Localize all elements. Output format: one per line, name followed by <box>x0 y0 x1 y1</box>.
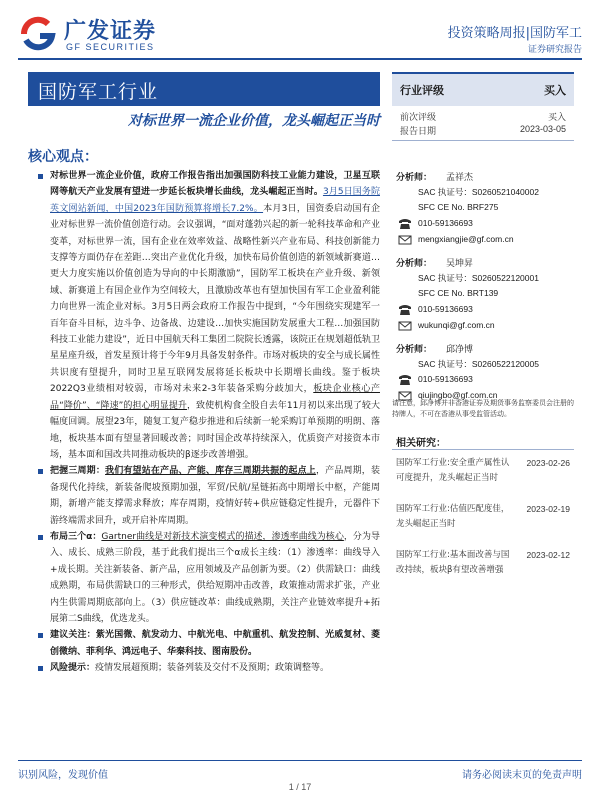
underlined-text: Gartner曲线是对新技术演变模式的描述，渗透率曲线为核心 <box>101 531 344 542</box>
core-viewpoints-title: 核心观点： <box>28 149 98 165</box>
header-divider <box>18 58 582 60</box>
analyst-name: 孟祥杰 <box>446 173 474 183</box>
related-item-title: 国防军工行业:估值匹配度佳，龙头崛起正当时 <box>396 504 510 529</box>
analyst-role: 分析师： <box>396 173 433 183</box>
paragraph-text: ，产品周期，装备现代化持续，新装备爬坡预期加强，军贸/民航/星链拓高中期增长中枢，产能周期，新增产能支撑需求释放；库存周期，疫情好转+供应链稳定性提升，元器件下游终端需求回升，或开启补库周期。 <box>50 466 380 526</box>
related-item-title: 国防军工行业:基本面改善与国改持续，板块β有望改善增强 <box>396 550 510 575</box>
rating-box <box>392 72 574 106</box>
analyst-list <box>392 166 574 408</box>
logo-text-en: GF SECURITIES <box>66 42 155 52</box>
paragraph-text: 紫光国微、航发动力、中航光电、中航重机、航发控制、光威复材、菱创微纳、菲利华、鸿远电子、华秦科技、图南股份。 <box>50 630 380 657</box>
rating-value: 买入 <box>544 84 566 97</box>
bullet-icon <box>38 469 43 474</box>
analyst-name: 邱净博 <box>446 345 474 355</box>
analyst-email[interactable]: mengxiangjie@gf.com.cn <box>418 234 514 244</box>
viewpoint-paragraph <box>28 529 380 627</box>
report-type <box>448 22 582 41</box>
bullet-icon <box>38 535 43 540</box>
page-number: 1 / 17 <box>288 782 312 792</box>
bullet-icon <box>38 633 43 638</box>
analyst-role: 分析师： <box>396 259 433 269</box>
related-item-date: 2023-02-12 <box>526 550 570 560</box>
viewpoint-paragraph <box>28 627 380 660</box>
related-item-date: 2023-02-26 <box>526 458 570 468</box>
report-date-value: 2023-03-05 <box>519 124 566 134</box>
paragraph-lead: 风险提示： <box>50 663 96 674</box>
related-research-item[interactable] <box>392 456 574 488</box>
analyst-sfc: SFC CE No. BRF275 <box>418 202 499 212</box>
analyst-card <box>392 166 574 252</box>
industry-banner <box>28 72 380 106</box>
related-item-title: 国防军工行业:安全重产属性认可度提升，龙头崛起正当时 <box>396 458 510 483</box>
analyst-card <box>392 252 574 338</box>
viewpoint-paragraph <box>28 463 380 529</box>
prev-rating-label: 前次评级 <box>400 113 437 123</box>
related-research-header <box>392 432 574 450</box>
bullet-icon <box>38 174 43 179</box>
separator: | <box>525 26 530 41</box>
underlined-text: 我们有望站在产品、产能、库存三周期共振的起点上 <box>105 466 316 477</box>
report-sector-label: 国防军工 <box>529 26 582 41</box>
company-logo <box>18 12 188 56</box>
underlined-text: 板块企业核心产品“降价”、“降速”的担心明显提升 <box>50 384 380 411</box>
related-item-date: 2023-02-19 <box>526 504 570 514</box>
analyst-phone: 010-59136693 <box>418 304 473 314</box>
paragraph-lead: 对标世界一流企业价值，政府工作报告指出加强国防科技工业能力建设，卫星互联网等航天产业发展有望进一步延长板块增长曲线，龙头崛起正当时。 <box>50 171 380 198</box>
paragraph-text: ，致使机构食全股自去年11月初以来出现了较大幅度回调。展望23年，随复工复产稳步推进和后续新一轮采购订单预期的明朗、落地，板块基本面有望显著回暖改善；同时国企改革持续深入，优质资产对接资本市场，基本面和国改共同推动板块的β逐步改善增强。 <box>50 400 380 460</box>
analyst-phone: 010-59136693 <box>418 218 473 228</box>
prev-rating-value: 买入 <box>547 112 566 122</box>
report-subtitle: 对标世界一流企业价值，龙头崛起正当时 <box>128 113 380 129</box>
analyst-role: 分析师： <box>396 345 433 355</box>
analyst-email[interactable]: qiujingbo@gf.com.cn <box>418 390 498 400</box>
related-research-title: 相关研究： <box>396 438 446 449</box>
phone-icon <box>398 218 412 230</box>
footer-divider <box>18 760 582 761</box>
logo-text-cn: 广发证券 <box>64 19 157 44</box>
analyst-phone: 010-59136693 <box>418 374 473 384</box>
report-date-label: 报告日期 <box>400 127 437 137</box>
bullet-icon <box>38 666 43 671</box>
phone-icon <box>398 374 412 386</box>
paragraph-text: 本月3日，国资委启动国有企业对标世界一流价值创造行动。会议强调，“面对蓬勃兴起的新一轮科技革命和产业变革，对标世界一流，国有企业在效率效益、战略性新兴产业布局、科技创新能力支撑等方面仍存在差距…突出产业优化升级，加快布局价值创造的新领域新赛道…更大力度实施以价值创造为导向的中长期激励”，国防军工板块在产业升级、新领域、新赛道上有国企业作为空间较大，且激励改革也有望加快国有军工企业盈利能力向世界一流企业对标。3月5日两会政府工作报告中提到，“今年围绕实现建军一百年奋斗目标，边斗争、边备战、边建设…加快实施国防发展重大工程…加强国防科技工业能力建设”，近日中国航天科工集团二院院长透露，该院正在规划超低轨卫星星座升级，首发星预计将于今年9月具备发射条件。市场对板块的安全与成长属性共识度有望提升，同时卫星互联网发展将延长板块中长期增长曲线。鉴于板块2022Q3业绩相对较弱，市场对未来2-3年装备采购分歧加大， <box>50 203 380 395</box>
footer-disclaimer-link: 请务必阅读末页的免责声明 <box>462 770 582 781</box>
related-research-item[interactable] <box>392 502 574 534</box>
analyst-name: 吴坤昇 <box>446 259 474 269</box>
phone-icon <box>398 304 412 316</box>
rating-label: 行业评级 <box>400 84 444 97</box>
paragraph-lead: 布局三个α： <box>50 531 102 542</box>
analyst-sac: SAC 执证号：S0260522120005 <box>418 359 539 369</box>
paragraph-text: ，分为导入、成长、成熟三阶段，基于此我们提出三个α成长主线：（1）渗透率：曲线导入+成长期。关注新装备、新产品，应用领域及产品创新为要。（2）供需缺口：曲线成熟期，布局供需缺口的三种形式，供给短期冲击改善，政策推动需求扩张，产业内生供需周期底部向上。（3）供应链改革：曲线成熟期，关注产业链效率提升+拓展第二S曲线，优选龙头。 <box>50 531 380 624</box>
rating-divider <box>392 140 574 141</box>
viewpoint-paragraph <box>28 168 380 463</box>
core-viewpoints-body <box>28 168 380 748</box>
analyst-sac: SAC 执证号：S0260521040002 <box>418 187 539 197</box>
report-kind: 证券研究报告 <box>527 45 582 55</box>
paragraph-text: 疫情发展超预期；装备列装及交付不及预期；政策调整等。 <box>95 663 330 674</box>
related-research-item[interactable] <box>392 548 574 594</box>
paragraph-lead: 把握三周期： <box>50 466 106 477</box>
mail-icon <box>398 234 412 246</box>
report-type-label: 投资策略周报 <box>447 26 526 41</box>
mail-icon <box>398 320 412 332</box>
analyst-sac: SAC 执证号：S0260522120001 <box>418 273 539 283</box>
analyst-email[interactable]: wukunqi@gf.com.cn <box>418 320 495 330</box>
industry-title: 国防军工行业 <box>38 81 159 103</box>
paragraph-lead: 建议关注： <box>50 630 96 641</box>
footer-slogan: 识别风险，发现价值 <box>18 770 108 781</box>
disclaimer-text: 请注意，邱净博并非香港证券及期货事务监察委员会注册的持牌人，不可在香港从事受监管活动。 <box>392 399 574 418</box>
highlight-text: 3月5日国务院英文网站新闻，中国2023年国防预算将增长7.2%。 <box>50 187 380 214</box>
gf-logo-icon <box>18 14 58 54</box>
viewpoint-paragraph <box>28 660 380 676</box>
analyst-sfc: SFC CE No. BRT139 <box>418 288 499 298</box>
